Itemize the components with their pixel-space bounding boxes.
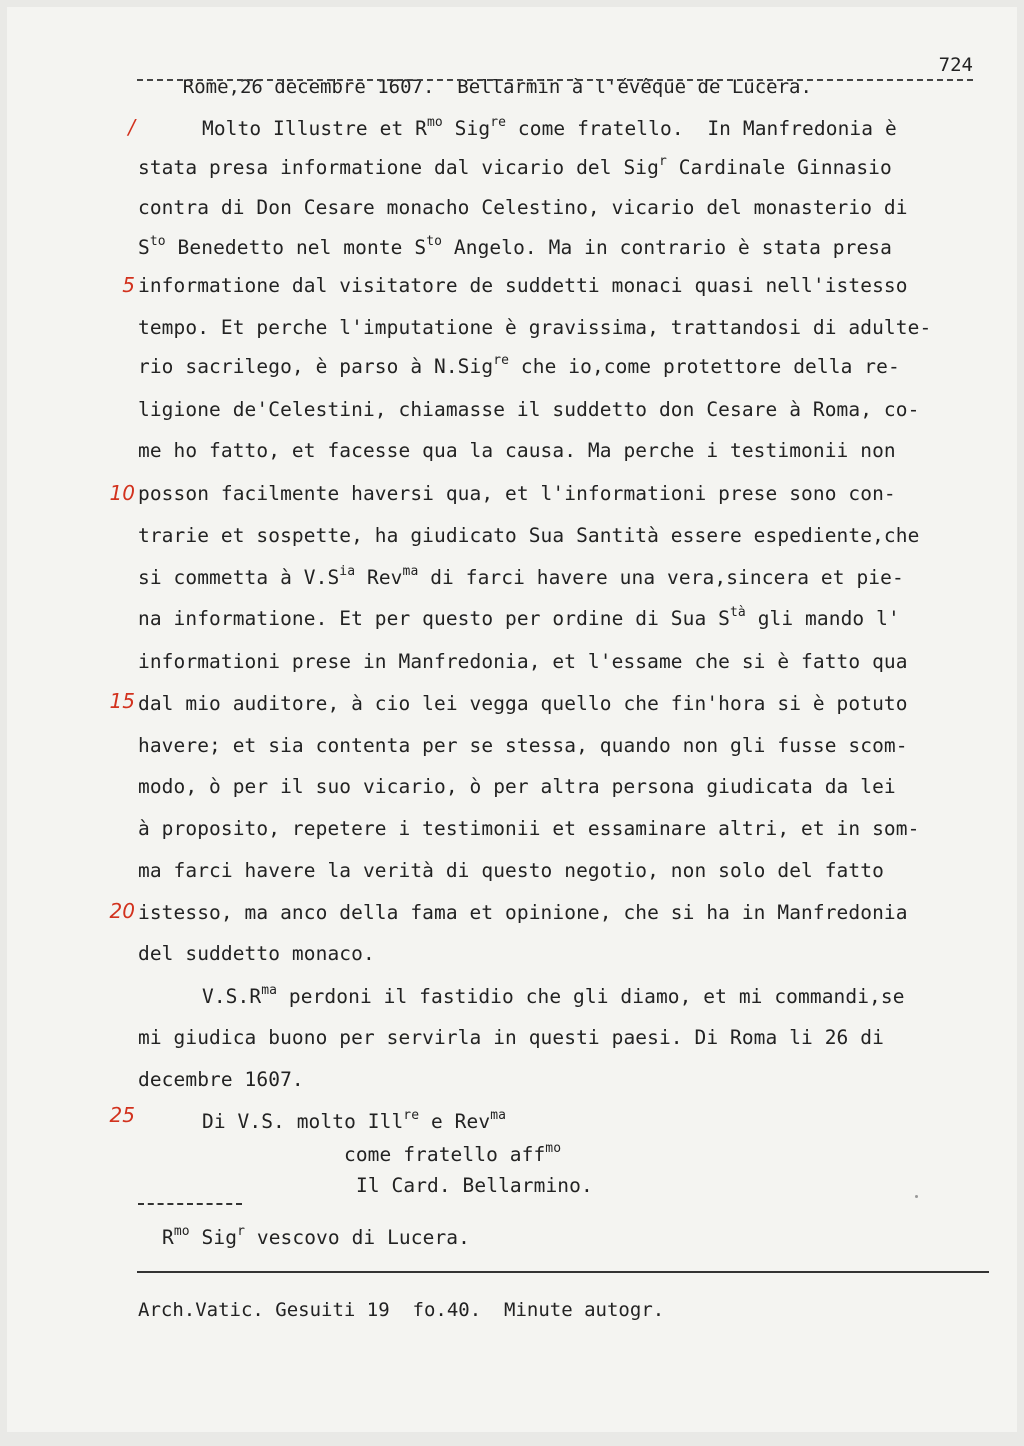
body-line-21: del suddetto monaco. bbox=[138, 942, 375, 965]
closing-line-1: Di V.S. molto Ill$^{re}$ e Rev$^{ma}$ bbox=[202, 1108, 507, 1133]
body-line-18: à proposito, repetere i testimonii et essaminare altri, et in som- bbox=[138, 817, 920, 840]
body-line-24: decembre 1607. bbox=[138, 1068, 304, 1091]
body-line-14: informationi prese in Manfredonia, et l'essame che si è fatto qua bbox=[138, 650, 908, 673]
body-line-15: dal mio auditore, à cio lei vegga quello che fin'hora si è potuto bbox=[138, 692, 908, 715]
body-line-20: istesso, ma anco della fama et opinione, che si ha in Manfredonia bbox=[138, 901, 908, 924]
archive-reference: Arch.Vatic. Gesuiti 19 fo.40. Minute autogr. bbox=[138, 1299, 665, 1321]
margin-mark-5: 5 bbox=[122, 273, 135, 297]
margin-mark-1: / bbox=[128, 115, 135, 139]
body-line-5: informatione dal visitatore de suddetti monaci quasi nell'istesso bbox=[138, 274, 908, 297]
paper-speck bbox=[915, 1195, 918, 1198]
margin-mark-15: 15 bbox=[109, 689, 135, 713]
body-line-13: na informatione. Et per questo per ordine di Sua $S^{tà}$ gli mando l' bbox=[138, 605, 900, 630]
body-line-23: mi giudica buono per servirla in questi paesi. Di Roma li 26 di bbox=[138, 1026, 884, 1049]
footer-rule bbox=[137, 1271, 989, 1273]
body-line-8: ligione de'Celestini, chiamasse il suddetto don Cesare à Roma, co- bbox=[138, 398, 920, 421]
margin-mark-20: 20 bbox=[109, 899, 135, 923]
body-line-9: me ho fatto, et facesse qua la causa. Ma perche i testimonii non bbox=[138, 439, 896, 462]
closing-line-2: come fratello aff$^{mo}$ bbox=[344, 1141, 562, 1166]
body-line-12: si commetta à $V.S^{ia}$ Rev$^{ma}$ di farci havere una vera,sincera et pie- bbox=[138, 564, 904, 589]
margin-mark-25: 25 bbox=[109, 1103, 135, 1127]
body-line-7: rio sacrilego, è parso à N.Sig$^{re}$ che io,come protettore della re- bbox=[138, 353, 900, 378]
body-line-16: havere; et sia contenta per se stessa, quando non gli fusse scom- bbox=[138, 734, 908, 757]
header-title: Rome,26 decembre 1607. Bellarmin à l'évêque de Lucera. bbox=[182, 76, 812, 98]
body-line-1: Molto Illustre et $R^{mo}$ Sig$^{re}$ come fratello. In Manfredonia è bbox=[202, 115, 897, 140]
body-line-19: ma farci havere la verità di questo negotio, non solo del fatto bbox=[138, 859, 884, 882]
body-line-10: posson facilmente haversi qua, et l'informationi prese sono con- bbox=[138, 482, 896, 505]
addressee-line: $R^{mo}$ Sig$^r$ vescovo di Lucera. bbox=[162, 1224, 470, 1249]
page-number: 724 bbox=[938, 54, 973, 76]
addressee-dashed-rule bbox=[138, 1203, 242, 1205]
body-line-3: contra di Don Cesare monacho Celestino, vicario del monasterio di bbox=[138, 196, 908, 219]
body-line-6: tempo. Et perche l'imputatione è gravissima, trattandosi di adulte- bbox=[138, 316, 932, 339]
body-line-17: modo, ò per il suo vicario, ò per altra persona giudicata da lei bbox=[138, 775, 896, 798]
header-dashed-rule bbox=[137, 79, 973, 81]
body-line-2: stata presa informatione dal vicario del Sig$^r$ Cardinale Ginnasio bbox=[138, 154, 892, 179]
margin-mark-10: 10 bbox=[109, 481, 135, 505]
body-line-4: $S^{to}$ Benedetto nel monte $S^{to}$ Angelo. Ma in contrario è stata presa bbox=[138, 234, 892, 259]
body-line-11: trarie et sospette, ha giudicato Sua Santità essere espediente,che bbox=[138, 524, 920, 547]
signature-line: Il Card. Bellarmino. bbox=[356, 1174, 593, 1197]
body-line-22: $V.S.R^{ma}$ perdoni il fastidio che gli diamo, et mi commandi,se bbox=[202, 983, 905, 1008]
document-page bbox=[7, 7, 1017, 1432]
